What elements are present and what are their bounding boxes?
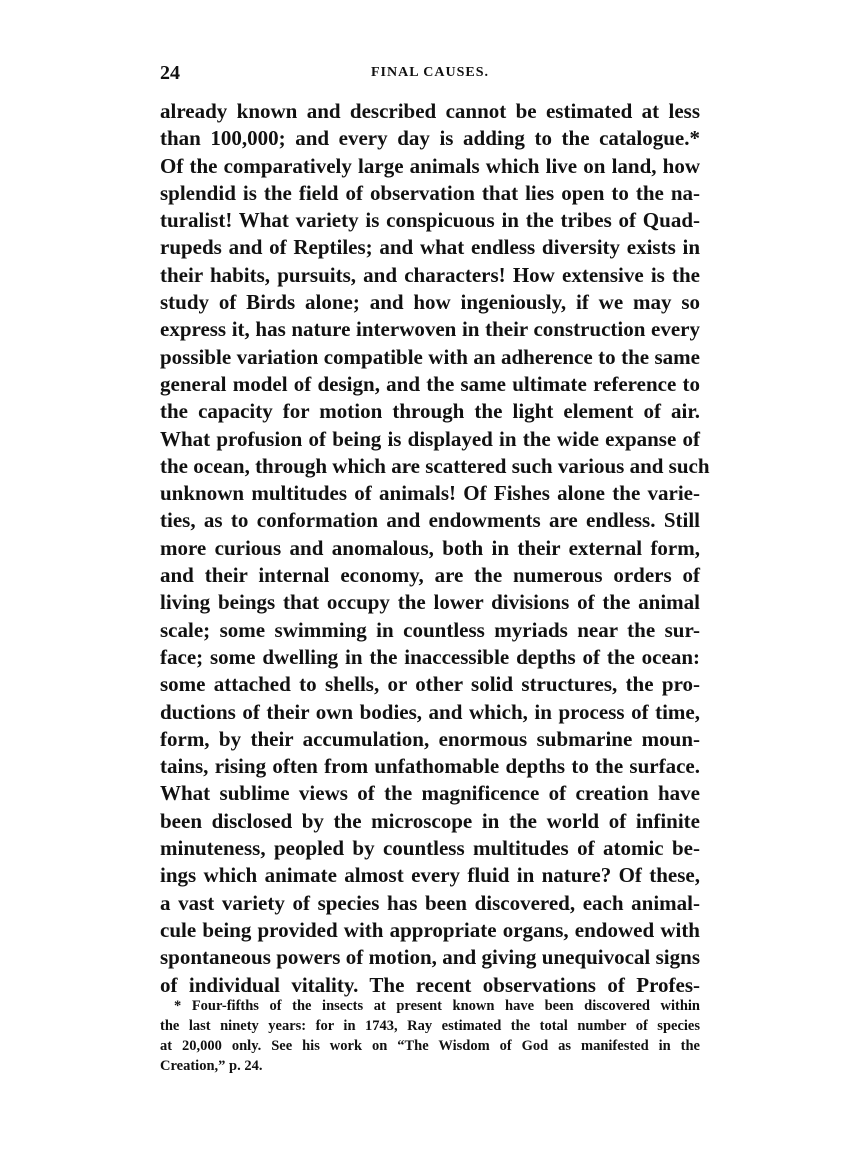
text-line: general model of design, and the same ultimate reference to <box>160 371 700 396</box>
footnote-line: Creation,” p. 24. <box>160 1058 263 1074</box>
text-line: than 100,000; and every day is adding to the catalogue.* <box>160 126 700 151</box>
page-number: 24 <box>160 62 180 84</box>
text-line: rupeds and of Reptiles; and what endless diversity exists in <box>160 235 700 260</box>
text-line: of individual vitality. The recent observations of Profes- <box>160 972 700 997</box>
footnote-line: * Four-fifths of the insects at present known have been discovered within <box>174 998 700 1014</box>
text-line: living beings that occupy the lower divisions of the animal <box>160 590 700 615</box>
text-line: scale; some swimming in countless myriads near the sur- <box>160 617 700 642</box>
text-line: unknown multitudes of animals! Of Fishes alone the varie- <box>160 481 700 506</box>
text-line: spontaneous powers of motion, and giving unequivocal signs <box>160 945 700 970</box>
text-line: form, by their accumulation, enormous submarine moun- <box>160 726 700 751</box>
text-line: ductions of their own bodies, and which, in process of time, <box>160 699 700 724</box>
text-line: been disclosed by the microscope in the world of infinite <box>160 808 700 833</box>
text-line: minuteness, peopled by countless multitudes of atomic be- <box>160 836 700 861</box>
text-line: more curious and anomalous, both in their external form, <box>160 535 700 560</box>
text-line: and their internal economy, are the numerous orders of <box>160 563 700 588</box>
body-text <box>160 98 710 999</box>
text-line: some attached to shells, or other solid structures, the pro- <box>160 672 700 697</box>
text-line: ings which animate almost every fluid in nature? Of these, <box>160 863 700 888</box>
footnote-line: the last ninety years: for in 1743, Ray estimated the total number of species <box>160 1018 700 1034</box>
running-title: FINAL CAUSES. <box>370 65 490 80</box>
text-line: What sublime views of the magnificence of creation have <box>160 781 700 806</box>
text-line: study of Birds alone; and how ingeniously, if we may so <box>160 290 700 315</box>
text-line: their habits, pursuits, and characters! How extensive is the <box>160 262 700 287</box>
running-head <box>160 62 700 86</box>
text-line: Of the comparatively large animals which live on land, how <box>160 153 700 178</box>
text-line: tains, rising often from unfathomable depths to the surface. <box>160 754 700 779</box>
footnote-line: at 20,000 only. See his work on “The Wisdom of God as manifested in the <box>160 1038 700 1054</box>
text-line: face; some dwelling in the inaccessible depths of the ocean: <box>160 644 700 669</box>
text-line: splendid is the field of observation that lies open to the na- <box>160 180 700 205</box>
text-line: turalist! What variety is conspicuous in the tribes of Quad- <box>160 208 700 233</box>
text-line: the capacity for motion through the light element of air. <box>160 399 700 424</box>
text-line: already known and described cannot be estimated at less <box>160 99 700 123</box>
text-line: a vast variety of species has been discovered, each animal- <box>160 890 700 915</box>
text-line: What profusion of being is displayed in the wide expanse of <box>160 426 700 451</box>
text-line: cule being provided with appropriate organs, endowed with <box>160 917 700 942</box>
text-line: possible variation compatible with an adherence to the same <box>160 344 700 369</box>
text-line: the ocean, through which are scattered such various and such <box>160 453 710 478</box>
footnote <box>160 996 700 1076</box>
text-line: express it, has nature interwoven in their construction every <box>160 317 700 342</box>
text-line: ties, as to conformation and endowments are endless. Still <box>160 508 700 533</box>
